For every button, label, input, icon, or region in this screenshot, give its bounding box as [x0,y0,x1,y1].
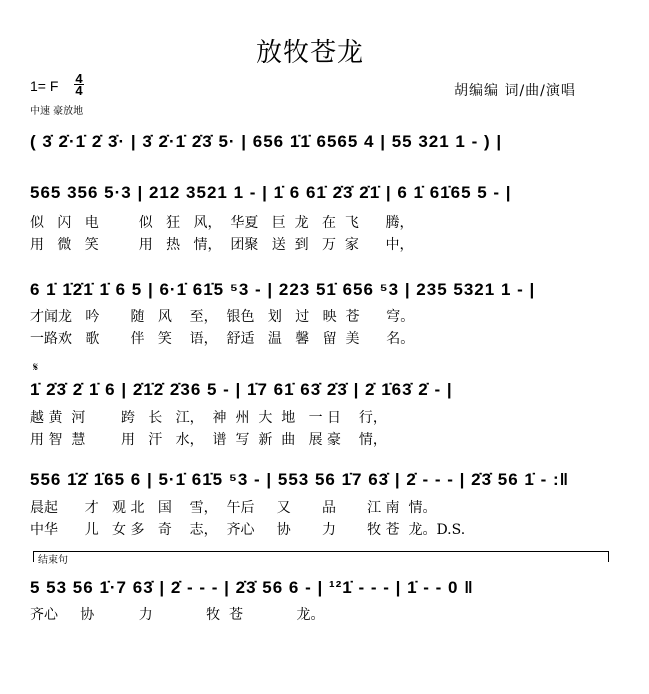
notes-line-6: 5 53 56 1̇·7 63̇ | 2̇ - - - | 2̇3̇ 56 6 - | ¹²1̇ - - - | 1̇ - - 0 ‖ [30,578,474,597]
song-title: 放牧苍龙 [255,38,364,68]
lyric-line-3-verse-1: 才闻龙 吟 随 风 至， 银色 划 过 映 苍 穹。 [30,309,415,325]
ending-label: 结束句 [38,555,68,566]
notes-line-2: 565 356 5·3 | 212 3521 1 - | 1̇ 6 61̇ 2̇3̇ 2̇1̇ | 6 1̇ 61̇65 5 - | [30,183,512,202]
lyric-line-4-verse-2: 用 智 慧 用 汗 水， 谱 写 新 曲 展 豪 情， [30,432,387,448]
notes-line-4: 1̇ 2̇3̇ 2̇ 1̇ 6 | 2̇1̇2̇ 2̇36 5 - | 1̇7 61̇ 63̇ 2̇3̇ | 2̇ 1̇63̇ 2̇ - | [30,380,453,399]
ending-bracket [33,551,609,562]
time-signature-top: 4 [75,71,83,86]
lyric-line-2-verse-1: 似 闪 电 似 狂 风， 华夏 巨 龙 在 飞 腾， [30,215,414,231]
lyric-line-5-verse-1: 晨起 才 观 北 国 雪， 午后 又 品 江 南 情。 [30,500,437,516]
notes-line-5: 556 1̇2̇ 1̇65 6 | 5·1̇ 61̇5 ⁵3 - | 553 56 1̇7 63̇ | 2̇ - - - | 2̇3̇ 56 1̇ - :‖ [30,470,570,489]
notes-line-3: 6 1̇ 1̇2̇1̇ 1̇ 6 5 | 6·1̇ 61̇5 ⁵3 - | 223 51̇ 656 ⁵3 | 235 5321 1 - | [30,280,536,299]
score-line-1 [30,132,620,162]
lyric-line-3-verse-2: 一路欢 歌 伴 笑 语， 舒适 温 馨 留 美 名。 [30,331,415,347]
notes-line-1: ( 3̇ 2̇·1̇ 2̇ 3̇· | 3̇ 2̇·1̇ 2̇3̇ 5· | 656 1̇1̇ 6565 4 | 55 321 1 - ) | [30,132,503,151]
author-credit: 胡编编 词/曲/演唱 [454,83,576,99]
score-line-4 [30,380,620,410]
score-line-2 [30,183,620,213]
lyric-line-6-verse-1: 齐心 协 力 牧 苍 龙。 [30,607,325,623]
time-signature-bottom: 4 [75,83,83,98]
tempo-marking: 中速 豪放地 [30,106,84,117]
lyric-line-5-verse-2: 中华 儿 女 多 奇 志， 齐心 协 力 牧 苍 龙。D.S. [30,522,466,538]
score-line-5 [30,470,620,500]
key-signature: 1= F [30,78,59,94]
segno-sign: 𝄋 [33,360,39,374]
lyric-line-2-verse-2: 用 微 笑 用 热 情， 团聚 送 到 万 家 中， [30,237,414,253]
lyric-line-4-verse-1: 越 黄 河 跨 长 江， 神 州 大 地 一 日 行， [30,410,387,426]
time-signature [74,73,84,96]
